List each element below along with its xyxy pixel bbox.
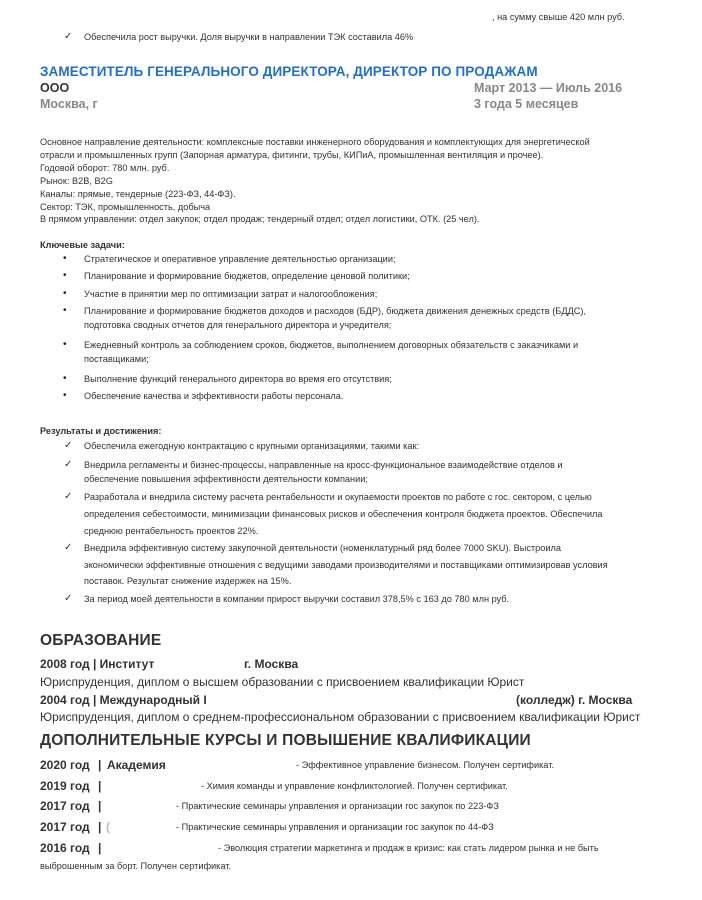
summary-line: Сектор: ТЭК, промышленность, добыча [40, 202, 211, 212]
course-2-text: - Химия команды и управление конфликтологией. Получен сертификат. [201, 781, 508, 791]
course-3-year: 2017 год [40, 799, 90, 813]
company-name: ООО [40, 81, 70, 95]
course-4-mark: ( [106, 820, 110, 834]
course-1-org: Академия [107, 758, 166, 772]
bullet-icon: • [63, 339, 67, 350]
position-period: Март 2013 — Июль 2016 [474, 81, 623, 95]
task-item: Обеспечение качества и эффективности работы персонала. [84, 391, 344, 401]
result-item: Разработала и внедрила систему расчета рентабельности и окупаемости проектов по работе с гос. сектором, с целью [84, 492, 592, 502]
education-1-head: 2008 год | Институт [40, 657, 155, 671]
task-item: Планирование и формирование бюджетов доходов и расходов (БДР), бюджета движения денежных средств (БДДС), [84, 306, 587, 316]
check-icon: ✓ [64, 440, 73, 451]
course-5-text-cont: выброшенным за борт. Получен сертификат. [40, 861, 232, 871]
result-item: За период моей деятельности в компании прирост выручки составил 378,5% с 163 до 780 млн руб. [84, 594, 510, 604]
task-item-cont: подготовка сводных отчетов для генерального директора и учредителя; [84, 320, 392, 330]
course-5-sep: | [98, 841, 102, 855]
course-1-year: 2020 год [40, 758, 90, 772]
bullet-icon: • [63, 305, 67, 316]
education-1-city: г. Москва [244, 657, 299, 671]
top-line-2: Обеспечила рост выручки. Доля выручки в направлении ТЭК составила 46% [84, 32, 414, 42]
task-item: Планирование и формирование бюджетов, определение ценовой политики; [84, 271, 410, 281]
result-item: Внедрила эффективную систему закупочной деятельности (номенклатурный ряд более 7000 SKU). Выстроила [84, 543, 561, 553]
task-item: Ежедневный контроль за соблюдением сроков, бюджетов, выполнением договорных обязательств с заказчиками и [84, 340, 579, 350]
task-item: Участие в принятии мер по оптимизации затрат и налогообложения; [84, 289, 378, 299]
company-city: Москва, г [40, 97, 98, 111]
result-item-cont: определения себестоимости, минимизации финансовых рисков и обеспечения контроля бюджета проектов. Обеспечила [84, 509, 603, 519]
result-item-cont: обеспечение повышения эффективности деятельности компании; [84, 474, 368, 484]
education-2-head: 2004 год | Международный I [40, 693, 207, 707]
position-title: ЗАМЕСТИТЕЛЬ ГЕНЕРАЛЬНОГО ДИРЕКТОРА, ДИРЕКТОР ПО ПРОДАЖАМ [40, 64, 538, 79]
course-4-year: 2017 год [40, 820, 90, 834]
course-1-text: - Эффективное управление бизнесом. Получен сертификат. [296, 760, 554, 770]
education-2-city: (колледж) г. Москва [516, 693, 633, 707]
bullet-icon: • [63, 390, 67, 401]
result-item-cont: среднюю рентабельность проектов 22%. [84, 526, 259, 536]
course-4-sep: | [98, 820, 102, 834]
education-title: ОБРАЗОВАНИЕ [40, 632, 162, 649]
check-icon: ✓ [64, 542, 73, 553]
courses-title: ДОПОЛНИТЕЛЬНЫЕ КУРСЫ И ПОВЫШЕНИЕ КВАЛИФИКАЦИИ [40, 732, 531, 749]
summary-line: Основное направление деятельности: комплексные поставки инженерного оборудования и комплектующих для энергетической [40, 137, 590, 147]
education-2-desc: Юриспруденция, диплом о среднем-профессиональном образовании с присвоением квалификации Юрист [40, 710, 641, 724]
result-item: Обеспечила ежегодную контрактацию с крупными организациями, такими как: [84, 441, 420, 451]
result-item: Внедрила регламенты и бизнес-процессы, направленные на кросс-функциональное взаимодействие отделов и [84, 460, 563, 470]
check-icon: ✓ [64, 459, 73, 470]
course-5-year: 2016 год [40, 841, 90, 855]
top-line-1: , на сумму свыше 420 млн руб. [492, 12, 625, 22]
course-2-year: 2019 год [40, 779, 90, 793]
bullet-icon: • [63, 253, 67, 264]
bullet-icon: • [63, 288, 67, 299]
summary-line: Каналы: прямые, тендерные (223-ФЗ, 44-ФЗ). [40, 189, 236, 199]
summary-line: отрасли и промышленных групп (Запорная арматура, фитинги, трубы, КИПиА, промышленная вентиляция и прочее). [40, 150, 544, 160]
summary-line: В прямом управлении: отдел закупок; отдел продаж; тендерный отдел; отдел логистики, ОТК. (25 чел). [40, 214, 480, 224]
results-heading: Результаты и достижения: [40, 426, 162, 436]
course-3-text: - Практические семинары управления и организации гос закупок по 223-ФЗ [176, 801, 499, 811]
course-1-sep: | [98, 758, 102, 772]
course-2-sep: | [98, 779, 102, 793]
bullet-icon: • [63, 373, 67, 384]
course-3-sep: | [98, 799, 102, 813]
result-item-cont: поставок. Результат снижение издержек на 15%. [84, 576, 292, 586]
summary-line: Рынок: B2B, B2G [40, 176, 113, 186]
check-icon: ✓ [64, 31, 73, 42]
bullet-icon: • [63, 270, 67, 281]
task-item-cont: поставщиками; [84, 354, 149, 364]
task-item: Стратегическое и оперативное управление деятельностью организации; [84, 254, 396, 264]
task-item: Выполнение функций генерального директора во время его отсутствия; [84, 374, 392, 384]
education-1-desc: Юриспруденция, диплом о высшем образовании с присвоением квалификации Юрист [40, 675, 525, 689]
course-5-text: - Эволюция стратегии маркетинга и продаж в кризис: как стать лидером рынка и не быть [218, 843, 599, 853]
check-icon: ✓ [64, 593, 73, 604]
summary-line: Годовой оборот: 780 млн. руб. [40, 163, 170, 173]
position-duration: 3 года 5 месяцев [474, 97, 579, 111]
course-4-text: - Практические семинары управления и организации гос закупок по 44-ФЗ [176, 822, 494, 832]
result-item-cont: экономически эффективные отношения с ведущими заводами производителями и поставщиками оптимизировав условия [84, 560, 608, 570]
tasks-heading: Ключевые задачи: [40, 240, 125, 250]
check-icon: ✓ [64, 491, 73, 502]
